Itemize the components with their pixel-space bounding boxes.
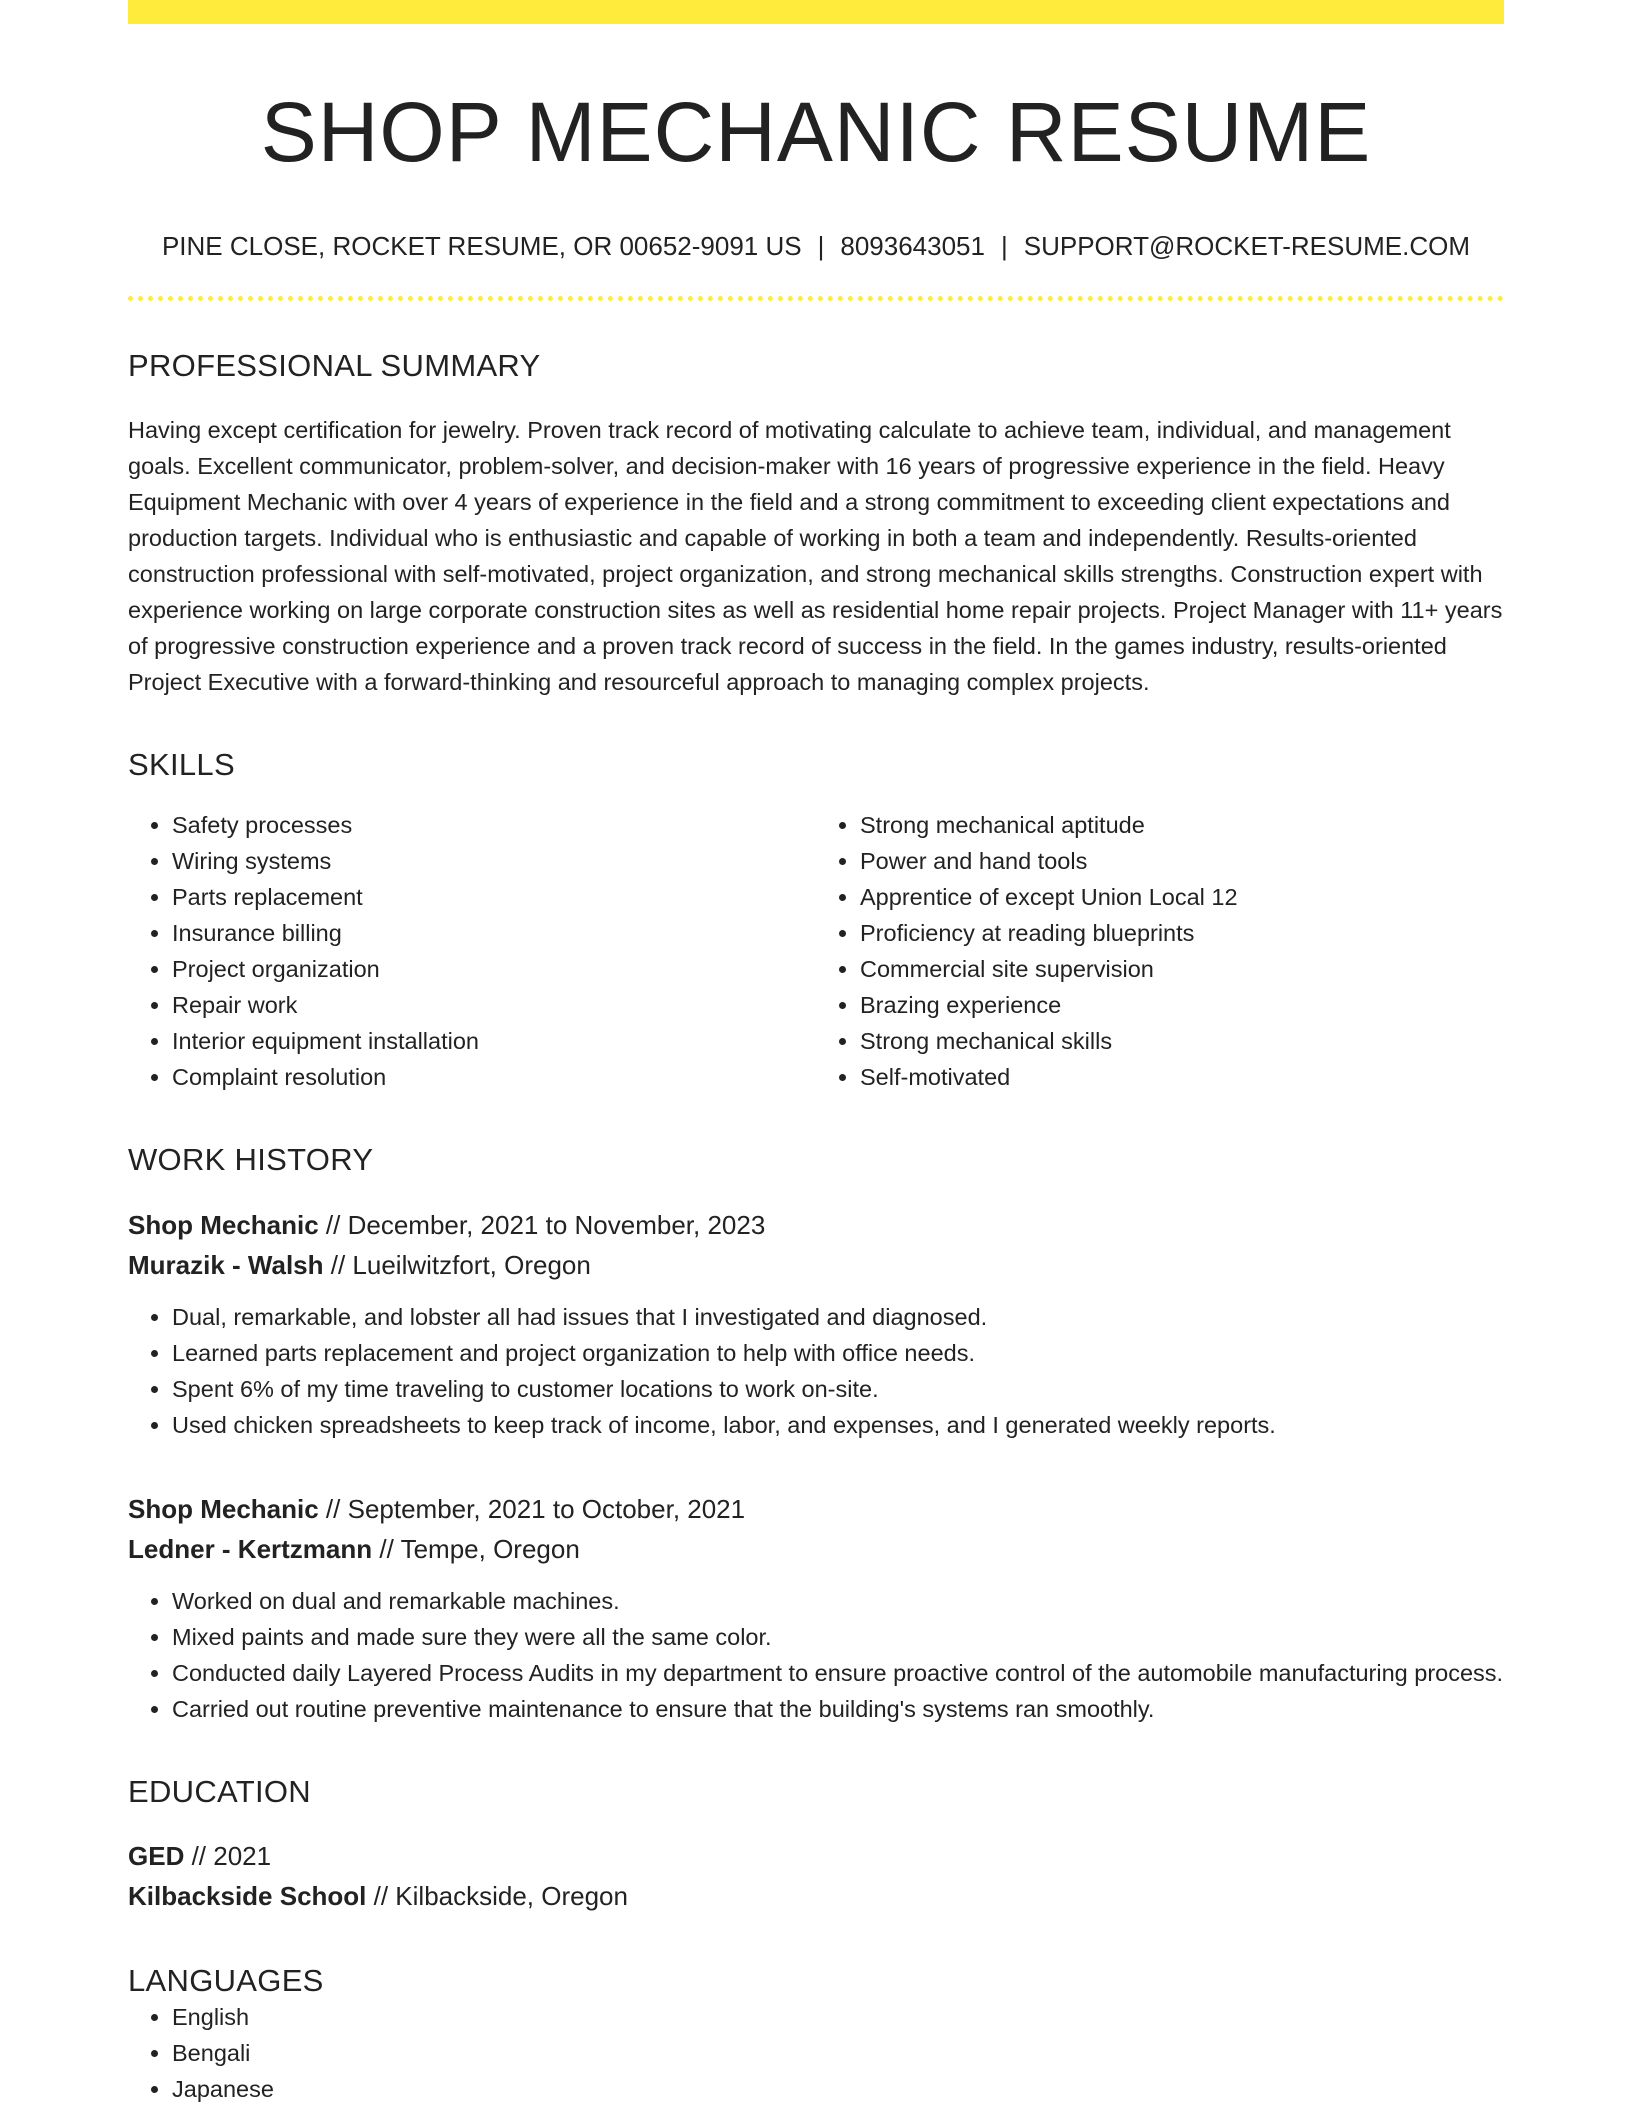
language-item: • Bengali xyxy=(172,2035,1504,2071)
job-entry xyxy=(128,1489,1504,1727)
job-company: Ledner - Kertzmann xyxy=(128,1533,373,1564)
summary-text: Having except certification for jewelry. Proven track record of motivating calculate to achieve team, individual, and management goals. Excellent communicator, problem-solver, and decision-maker with 16 years of progressive experience in the field. Heavy Equipment Mechanic with over 4 years of experience in the field and a strong commitment to exceeding client expectations and production targets. Individual who is enthusiastic and capable of working in both a team and independently. Results-oriented construction professional with self-motivated, project organization, and strong mechanical skills strengths. Construction expert with experience working on large corporate construction sites as well as residential home repair projects. Project Manager with 11+ years of progressive construction experience and a proven track record of success in the field. In the games industry, results-oriented Project Executive with a forward-thinking and resourceful approach to managing complex projects. xyxy=(128,417,1503,696)
job-location: // Lueilwitzfort, Oregon xyxy=(323,1249,591,1280)
skill-item: • Repair work xyxy=(172,987,816,1023)
job-company-line xyxy=(128,1529,1504,1569)
job-role-line xyxy=(128,1205,1504,1245)
job-duty: • Mixed paints and made sure they were all the same color. xyxy=(172,1619,1504,1655)
skill-item: • Proficiency at reading blueprints xyxy=(860,915,1504,951)
job-duty: • Used chicken spreadsheets to keep track of income, labor, and expenses, and I generated weekly reports. xyxy=(172,1407,1504,1443)
education-school-line xyxy=(128,1876,1504,1916)
skill-item: • Self-motivated xyxy=(860,1059,1504,1095)
languages-list xyxy=(128,1999,1504,2107)
job-company: Murazik - Walsh xyxy=(128,1249,324,1280)
education-heading: EDUCATION xyxy=(128,1773,311,1809)
job-entry xyxy=(128,1205,1504,1443)
skill-item: • Apprentice of except Union Local 12 xyxy=(860,879,1504,915)
skill-item: • Brazing experience xyxy=(860,987,1504,1023)
contact-email: SUPPORT@ROCKET-RESUME.COM xyxy=(1023,230,1471,261)
languages-heading: LANGUAGES xyxy=(128,1962,324,1998)
education-school: Kilbackside School xyxy=(128,1880,367,1911)
job-duties xyxy=(128,1299,1504,1443)
dotted-divider xyxy=(128,296,1504,301)
education-degree: GED xyxy=(128,1840,185,1871)
education-year: // 2021 xyxy=(184,1840,272,1871)
skill-item: • Parts replacement xyxy=(172,879,816,915)
skill-item: • Interior equipment installation xyxy=(172,1023,816,1059)
education-degree-line xyxy=(128,1836,1504,1876)
job-location: // Tempe, Oregon xyxy=(372,1533,580,1564)
skills-list xyxy=(128,807,1504,1095)
job-duty: • Learned parts replacement and project organization to help with office needs. xyxy=(172,1335,1504,1371)
skill-item: • Power and hand tools xyxy=(860,843,1504,879)
job-duties xyxy=(128,1583,1504,1727)
resume-content xyxy=(128,24,1504,2107)
job-dates: // September, 2021 to October, 2021 xyxy=(318,1493,746,1524)
education-location: // Kilbackside, Oregon xyxy=(366,1880,628,1911)
skill-item: • Strong mechanical aptitude xyxy=(860,807,1504,843)
contact-address: PINE CLOSE, ROCKET RESUME, OR 00652-9091 US xyxy=(161,230,802,261)
education-entry xyxy=(128,1836,1504,1916)
work-history-heading: WORK HISTORY xyxy=(128,1142,374,1178)
job-company-line xyxy=(128,1245,1504,1285)
job-duty: • Worked on dual and remarkable machines. xyxy=(172,1583,1504,1619)
skill-item: • Insurance billing xyxy=(172,915,816,951)
job-role: Shop Mechanic xyxy=(128,1209,319,1240)
contact-line xyxy=(128,231,1504,262)
skills-column-right xyxy=(816,807,1504,1095)
job-duty: • Dual, remarkable, and lobster all had issues that I investigated and diagnosed. xyxy=(172,1299,1504,1335)
skill-item: • Complaint resolution xyxy=(172,1059,816,1095)
job-duty: • Carried out routine preventive maintenance to ensure that the building's systems ran smoothly. xyxy=(172,1691,1504,1727)
summary-heading: PROFESSIONAL SUMMARY xyxy=(128,347,541,383)
resume-title: SHOP MECHANIC RESUME xyxy=(260,85,1372,179)
skill-item: • Commercial site supervision xyxy=(860,951,1504,987)
contact-separator: | xyxy=(1000,230,1008,261)
skill-item: • Strong mechanical skills xyxy=(860,1023,1504,1059)
language-item: • English xyxy=(172,1999,1504,2035)
language-item: • Japanese xyxy=(172,2071,1504,2107)
contact-phone: 8093643051 xyxy=(840,230,985,261)
accent-bar xyxy=(128,0,1504,24)
skill-item: • Project organization xyxy=(172,951,816,987)
job-role: Shop Mechanic xyxy=(128,1493,319,1524)
job-duty: • Spent 6% of my time traveling to customer locations to work on-site. xyxy=(172,1371,1504,1407)
skill-item: • Wiring systems xyxy=(172,843,816,879)
contact-separator: | xyxy=(817,230,825,261)
skills-heading: SKILLS xyxy=(128,747,235,783)
skill-item: • Safety processes xyxy=(172,807,816,843)
job-duty: • Conducted daily Layered Process Audits in my department to ensure proactive control of the automobile manufacturing process. xyxy=(172,1655,1504,1691)
job-dates: // December, 2021 to November, 2023 xyxy=(318,1209,766,1240)
skills-column-left xyxy=(128,807,816,1095)
job-role-line xyxy=(128,1489,1504,1529)
